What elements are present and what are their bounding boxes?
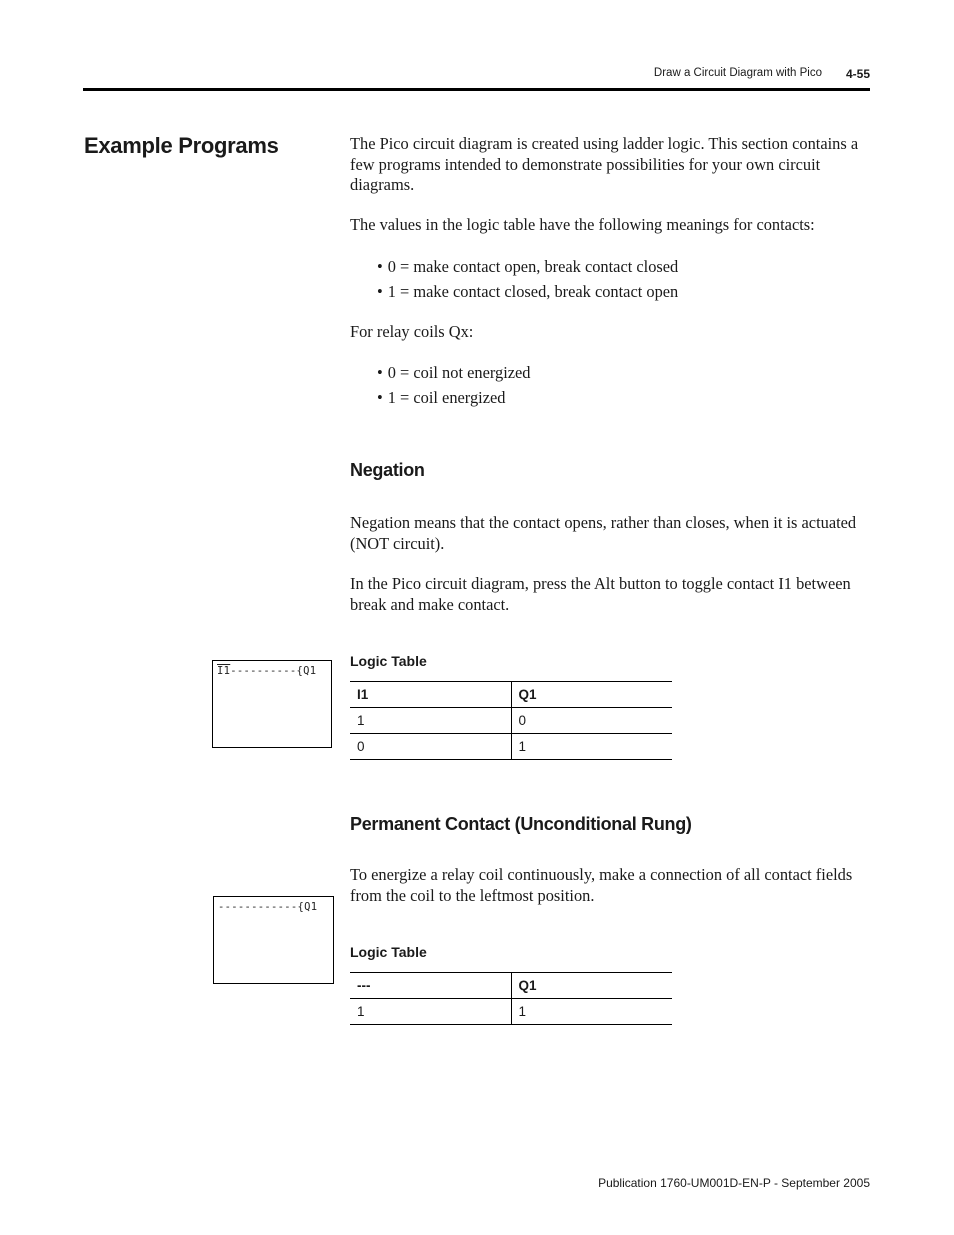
table-cell: 1 [350,999,511,1025]
running-header-title: Draw a Circuit Diagram with Pico [653,67,822,79]
permanent-circuit-diagram [213,896,334,984]
rung-connection: ----------{Q1 [230,665,317,677]
list-item: • 0 = coil not energized [377,360,531,385]
values-intro-paragraph: The values in the logic table have the following meanings for contacts: [350,215,815,234]
permanent-contact-paragraph: To energize a relay coil continuously, make a connection of all contact fields from the coil to the leftmost position. [350,865,853,905]
permanent-logic-table [350,972,672,1025]
permanent-table-caption: Logic Table [350,944,427,960]
list-item: • 0 = make contact open, break contact closed [377,254,678,279]
publication-footer: Publication 1760-UM001D-EN-P - September 2005 [598,1176,870,1190]
table-cell: 0 [350,734,511,760]
table-cell: 0 [511,708,672,734]
negation-logic-table [350,681,672,760]
negation-rung [217,665,316,677]
permanent-rung: ------------{Q1 [218,901,318,913]
negation-paragraph-1: Negation means that the contact opens, rather than closes, when it is actuated (NOT circuit). [350,513,857,553]
table-cell: 1 [350,708,511,734]
table-header-row [350,682,672,708]
table-header-row [350,973,672,999]
column-header: Q1 [511,682,672,708]
relay-intro-paragraph: For relay coils Qx: [350,322,474,341]
column-header: Q1 [511,973,672,999]
relay-values-list [377,360,531,410]
negated-contact-label: I1 [217,665,231,677]
negation-circuit-diagram [212,660,332,748]
table-row [350,734,672,760]
permanent-contact-heading: Permanent Contact (Unconditional Rung) [350,814,692,834]
table-row [350,999,672,1025]
negation-table-caption: Logic Table [350,653,427,669]
contact-values-list [377,254,678,304]
list-item: • 1 = coil energized [377,385,531,410]
negation-heading: Negation [350,460,425,480]
intro-paragraph: The Pico circuit diagram is created using ladder logic. This section contains a few programs intended to demonstrate possibilities for your own circuit diagrams. [350,134,859,194]
table-cell: 1 [511,734,672,760]
page-number: 4-55 [845,67,870,81]
column-header: --- [350,973,511,999]
list-item: • 1 = make contact closed, break contact open [377,279,678,304]
table-row [350,708,672,734]
section-title: Example Programs [84,133,279,158]
header-rule [83,88,870,91]
negation-paragraph-2: In the Pico circuit diagram, press the Alt button to toggle contact I1 between break and make contact. [350,574,851,614]
table-cell: 1 [511,999,672,1025]
column-header: I1 [350,682,511,708]
